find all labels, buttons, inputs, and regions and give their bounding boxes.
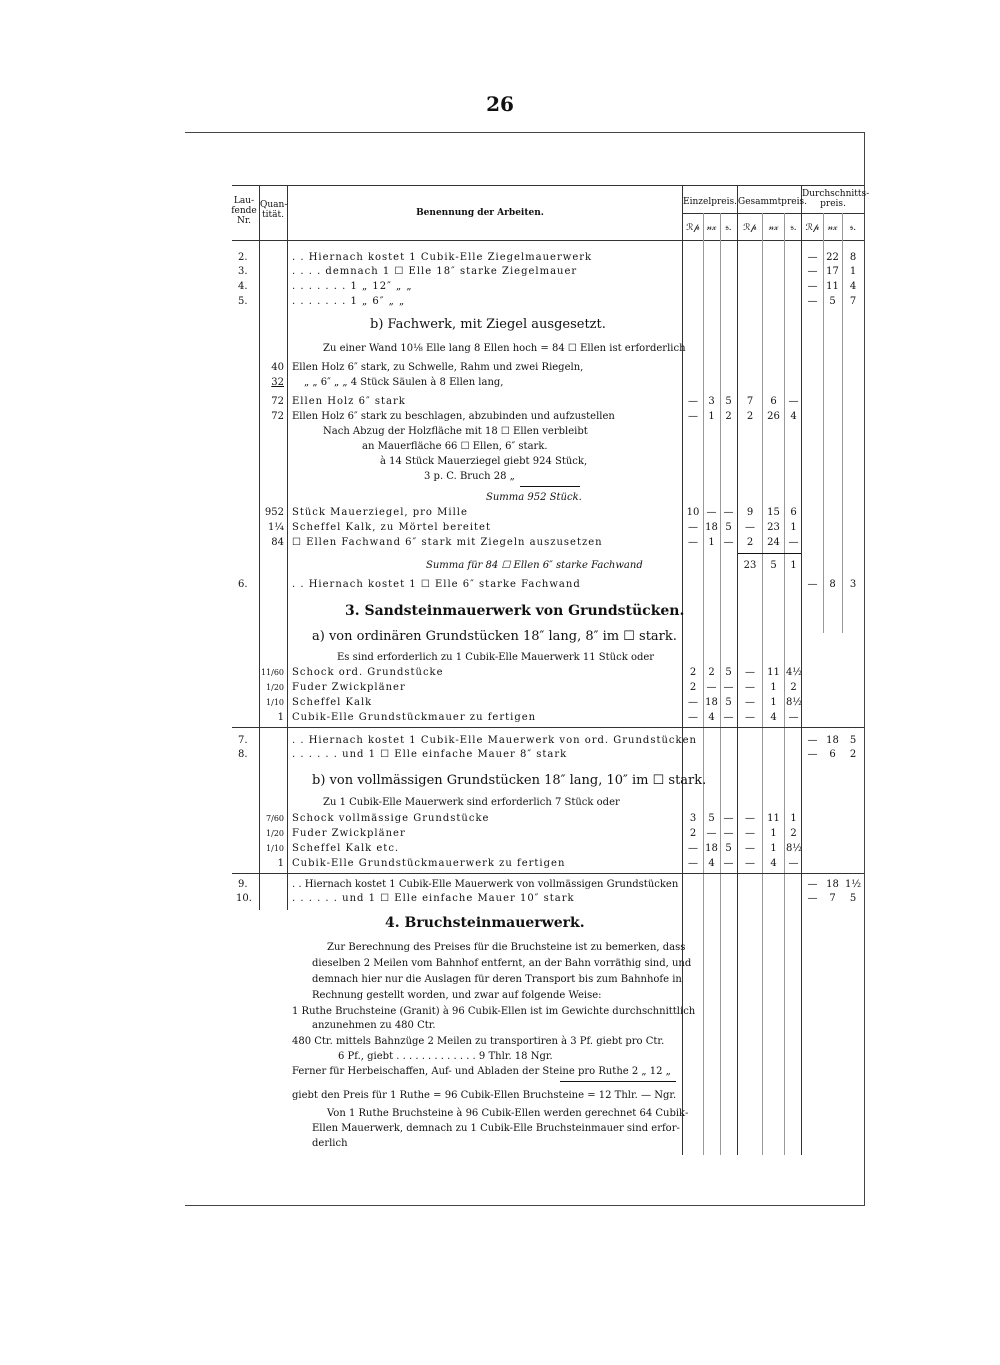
calc-line: à 14 Stück Mauerziegel giebt 924 Stück, bbox=[380, 456, 588, 467]
item-text: Scheffel Kalk etc. bbox=[292, 843, 400, 854]
avg-pfennig: 8 bbox=[849, 252, 857, 263]
total-groschen: 5 bbox=[770, 560, 777, 571]
qty: 1/20 bbox=[266, 683, 284, 692]
total-pfennig: 2 bbox=[790, 828, 797, 839]
total-groschen: 11 bbox=[767, 813, 780, 824]
page-frame-top bbox=[185, 132, 865, 133]
row-desc: . . Hiernach kostet 1 Cubik-Elle Mauerwerk von vollmässigen Grundstücken bbox=[292, 879, 679, 890]
unit-pfennig: — bbox=[723, 813, 734, 824]
para-line: giebt den Preis für 1 Ruthe = 96 Cubik-Ellen Bruchsteine = 12 Thlr. — Ngr. bbox=[292, 1090, 677, 1101]
total-taler: 9 bbox=[746, 507, 754, 518]
total-taler: 7 bbox=[746, 396, 754, 407]
unit-groschen: 18 bbox=[705, 522, 718, 533]
item-text: ☐ Ellen Fachwand 6″ stark mit Ziegeln auszusetzen bbox=[292, 537, 603, 548]
total-pfennig: 1 bbox=[790, 560, 797, 571]
section-3b-title: b) von vollmässigen Grundstücken 18″ lang, 10″ im ☐ stark. bbox=[312, 773, 707, 788]
item-text: Scheffel Kalk, zu Mörtel bereitet bbox=[292, 522, 491, 533]
item-text: Fuder Zwickpläner bbox=[292, 828, 406, 839]
qty: 72 bbox=[271, 411, 284, 422]
para-line: Zur Berechnung des Preises für die Bruchsteine ist zu bemerken, dass bbox=[327, 942, 686, 953]
unit-taler: — bbox=[688, 537, 698, 548]
row-divider bbox=[232, 727, 864, 728]
unit-taler: — bbox=[688, 522, 698, 533]
total-taler: — bbox=[745, 712, 755, 723]
row-desc: . . Hiernach kostet 1 Cubik-Elle Ziegelmauerwerk bbox=[292, 252, 593, 263]
unit-pfennig: — bbox=[723, 858, 734, 869]
unit-taler: — bbox=[688, 858, 698, 869]
total-groschen: 1 bbox=[770, 682, 777, 693]
para-line: Von 1 Ruthe Bruchsteine à 96 Cubik-Ellen werden gerechnet 64 Cubik- bbox=[327, 1108, 689, 1119]
row-nr: 3. bbox=[238, 266, 248, 277]
total-pfennig: — bbox=[788, 858, 799, 869]
row-nr: 4. bbox=[238, 281, 248, 292]
qty: 1¼ bbox=[267, 522, 284, 533]
currency-groschen: 𝓃𝓍 bbox=[768, 223, 779, 233]
avg-taler: — bbox=[807, 266, 818, 277]
avg-pfennig: 1 bbox=[849, 266, 857, 277]
row-desc: . . Hiernach kostet 1 ☐ Elle 6″ starke Fachwand bbox=[292, 579, 581, 590]
row-nr: 7. bbox=[238, 735, 248, 746]
section-3b-intro: Zu 1 Cubik-Elle Mauerwerk sind erforderlich 7 Stück oder bbox=[323, 797, 620, 808]
section-3a-intro: Es sind erforderlich zu 1 Cubik-Elle Mauerwerk 11 Stück oder bbox=[337, 652, 655, 663]
item-text: Cubik-Elle Grundstückmauer zu fertigen bbox=[292, 712, 537, 723]
unit-taler: — bbox=[688, 712, 698, 723]
sum-rule bbox=[738, 553, 801, 554]
qty: 7/60 bbox=[266, 814, 284, 823]
calc-line: 3 p. C. Bruch 28 „ bbox=[424, 471, 515, 482]
col-divider-unit bbox=[737, 185, 738, 1155]
header-desc: Benennung der Arbeiten. bbox=[416, 208, 544, 218]
avg-pfennig: 2 bbox=[849, 749, 857, 760]
para-line: 6 Pf., giebt . . . . . . . . . . . . . 9 Thlr. 18 Ngr. bbox=[338, 1051, 553, 1062]
row-desc: . . . . . . und 1 ☐ Elle einfache Mauer 10″ stark bbox=[292, 893, 575, 904]
avg-taler: — bbox=[807, 893, 818, 904]
qty: 1/10 bbox=[266, 698, 284, 707]
section-3-title: 3. Sandsteinmauerwerk von Grundstücken. bbox=[345, 603, 685, 619]
sub-divider bbox=[842, 213, 843, 633]
total-pfennig: 8½ bbox=[786, 697, 803, 708]
sum-rule bbox=[520, 486, 580, 487]
total-pfennig: 2 bbox=[790, 682, 797, 693]
sum-rule bbox=[560, 1081, 676, 1082]
avg-pfennig: 5 bbox=[849, 735, 857, 746]
currency-pfennig: 𝔰. bbox=[725, 223, 732, 233]
unit-groschen: 4 bbox=[708, 858, 715, 869]
para-line: 1 Ruthe Bruchsteine (Granit) à 96 Cubik-Ellen ist im Gewichte durchschnittlich bbox=[292, 1006, 696, 1017]
avg-taler: — bbox=[807, 296, 818, 307]
qty: 84 bbox=[271, 537, 284, 548]
avg-taler: — bbox=[807, 749, 818, 760]
unit-taler: 3 bbox=[689, 813, 697, 824]
currency-taler: ℛ𝓅 bbox=[686, 223, 700, 233]
page-frame-right bbox=[864, 132, 865, 1205]
unit-pfennig: 5 bbox=[725, 667, 732, 678]
total-groschen: 24 bbox=[767, 537, 780, 548]
unit-groschen: 18 bbox=[705, 697, 718, 708]
total-groschen: 15 bbox=[767, 507, 780, 518]
header-avg: Durchschnitts-preis. bbox=[802, 189, 870, 209]
total-pfennig: 1 bbox=[790, 522, 797, 533]
avg-groschen: 5 bbox=[829, 296, 836, 307]
avg-groschen: 22 bbox=[826, 252, 839, 263]
unit-pfennig: — bbox=[723, 712, 734, 723]
header-unit: Einzelpreis. bbox=[683, 197, 737, 207]
header-qty: Quan-tität. bbox=[260, 200, 288, 220]
qty: 1 bbox=[277, 712, 284, 723]
row-desc: . . . . . . . 1 „ 6″ „ „ bbox=[292, 296, 406, 307]
para-line: anzunehmen zu 480 Ctr. bbox=[312, 1020, 436, 1031]
unit-groschen: — bbox=[706, 682, 717, 693]
row-desc: . . . . . . . 1 „ 12″ „ „ bbox=[292, 281, 413, 292]
unit-groschen: — bbox=[706, 507, 717, 518]
total-groschen: 11 bbox=[767, 667, 780, 678]
row-nr: 5. bbox=[238, 296, 248, 307]
row-desc: . . . . demnach 1 ☐ Elle 18″ starke Ziegelmauer bbox=[292, 266, 578, 277]
sub-divider bbox=[762, 213, 763, 1155]
avg-groschen: 17 bbox=[826, 266, 839, 277]
row-divider bbox=[232, 873, 864, 874]
section-b-intro: Zu einer Wand 10⅛ Elle lang 8 Ellen hoch = 84 ☐ Ellen ist erforderlich bbox=[323, 343, 686, 354]
table-header-bottom bbox=[232, 240, 864, 241]
total-pfennig: — bbox=[788, 712, 799, 723]
unit-taler: 2 bbox=[689, 828, 697, 839]
avg-taler: — bbox=[807, 735, 818, 746]
row-desc: . . Hiernach kostet 1 Cubik-Elle Mauerwerk von ord. Grundstücken bbox=[292, 735, 697, 746]
item-text: Ellen Holz 6″ stark bbox=[292, 396, 406, 407]
qty: 40 bbox=[271, 362, 284, 373]
unit-groschen: 2 bbox=[708, 667, 715, 678]
row-nr: 2. bbox=[238, 252, 248, 263]
currency-groschen: 𝓃𝓍 bbox=[827, 223, 838, 233]
para-line: demnach hier nur die Auslagen für deren Transport bis zum Bahnhofe in bbox=[312, 974, 682, 985]
item-text: Scheffel Kalk bbox=[292, 697, 373, 708]
avg-groschen: 7 bbox=[829, 893, 836, 904]
item-text: Fuder Zwickpläner bbox=[292, 682, 406, 693]
unit-pfennig: 5 bbox=[725, 396, 732, 407]
unit-groschen: 4 bbox=[708, 712, 715, 723]
avg-pfennig: 3 bbox=[849, 579, 857, 590]
calc-line: an Mauerfläche 66 ☐ Ellen, 6″ stark. bbox=[362, 441, 548, 452]
avg-groschen: 18 bbox=[826, 735, 839, 746]
avg-groschen: 18 bbox=[826, 879, 839, 890]
para-line: Rechnung gestellt worden, und zwar auf folgende Weise: bbox=[312, 990, 602, 1001]
total-taler: — bbox=[745, 813, 755, 824]
table-top-border bbox=[232, 185, 864, 186]
row-nr: 8. bbox=[238, 749, 248, 760]
total-groschen: 1 bbox=[770, 697, 777, 708]
para-line: Ferner für Herbeischaffen, Auf- und Abladen der Steine pro Ruthe 2 „ 12 „ bbox=[292, 1066, 671, 1077]
total-taler: — bbox=[745, 697, 755, 708]
unit-groschen: 18 bbox=[705, 843, 718, 854]
unit-groschen: 1 bbox=[708, 537, 715, 548]
section-4-title: 4. Bruchsteinmauerwerk. bbox=[385, 915, 585, 931]
unit-groschen: 3 bbox=[708, 396, 715, 407]
currency-pfennig: 𝔰. bbox=[790, 223, 797, 233]
row-nr: 9. bbox=[238, 879, 248, 890]
currency-header-divider bbox=[682, 213, 864, 214]
page-frame-bottom bbox=[185, 1205, 865, 1206]
avg-taler: — bbox=[807, 879, 818, 890]
item-text: Cubik-Elle Grundstückmauerwerk zu fertigen bbox=[292, 858, 566, 869]
qty: 952 bbox=[264, 507, 284, 518]
total-taler: 2 bbox=[746, 537, 754, 548]
total-groschen: 1 bbox=[770, 843, 777, 854]
line-text: „ „ 6″ „ „ 4 Stück Säulen à 8 Ellen lang, bbox=[304, 377, 504, 388]
unit-pfennig: 2 bbox=[725, 411, 732, 422]
calc-line: Nach Abzug der Holzfläche mit 18 ☐ Ellen verbleibt bbox=[323, 426, 588, 437]
section-3a-title: a) von ordinären Grundstücken 18″ lang, 8″ im ☐ stark. bbox=[312, 629, 677, 644]
unit-pfennig: 5 bbox=[725, 697, 732, 708]
unit-taler: 2 bbox=[689, 667, 697, 678]
qty: 11/60 bbox=[260, 668, 284, 677]
total-taler: 2 bbox=[746, 411, 754, 422]
unit-pfennig: — bbox=[723, 507, 734, 518]
section-b-title: b) Fachwerk, mit Ziegel ausgesetzt. bbox=[370, 317, 606, 332]
page-number: 26 bbox=[486, 92, 514, 116]
unit-groschen: 5 bbox=[708, 813, 715, 824]
para-line: 480 Ctr. mittels Bahnzüge 2 Meilen zu transportiren à 3 Pf. giebt pro Ctr. bbox=[292, 1036, 665, 1047]
total-pfennig: 4½ bbox=[786, 667, 803, 678]
avg-pfennig: 1½ bbox=[844, 879, 862, 890]
avg-groschen: 6 bbox=[829, 749, 836, 760]
avg-groschen: 8 bbox=[829, 579, 836, 590]
line-text: Ellen Holz 6″ stark, zu Schwelle, Rahm und zwei Riegeln, bbox=[292, 362, 584, 373]
unit-taler: 2 bbox=[689, 682, 697, 693]
total-taler: — bbox=[745, 522, 755, 533]
row-desc: . . . . . . und 1 ☐ Elle einfache Mauer 8″ stark bbox=[292, 749, 568, 760]
unit-pfennig: — bbox=[723, 828, 734, 839]
total-taler: — bbox=[745, 843, 755, 854]
summa-text: Summa für 84 ☐ Ellen 6″ starke Fachwand bbox=[426, 560, 643, 571]
total-groschen: 1 bbox=[770, 828, 777, 839]
para-line: derlich bbox=[312, 1138, 348, 1149]
avg-groschen: 11 bbox=[826, 281, 839, 292]
total-pfennig: 4 bbox=[790, 411, 797, 422]
unit-taler: — bbox=[688, 697, 698, 708]
sub-divider bbox=[784, 213, 785, 1155]
unit-groschen: — bbox=[706, 828, 717, 839]
total-groschen: 4 bbox=[770, 858, 777, 869]
avg-pfennig: 5 bbox=[849, 893, 857, 904]
currency-groschen: 𝓃𝓍 bbox=[706, 223, 717, 233]
total-taler: — bbox=[745, 858, 755, 869]
unit-taler: 10 bbox=[686, 507, 700, 518]
header-total: Gesammtpreis. bbox=[738, 197, 807, 207]
total-pfennig: — bbox=[788, 396, 799, 407]
col-divider-qty bbox=[287, 185, 288, 910]
row-nr: 10. bbox=[236, 893, 252, 904]
avg-taler: — bbox=[807, 579, 818, 590]
currency-taler: ℛ𝓅 bbox=[805, 223, 820, 233]
item-text: Schock ord. Grundstücke bbox=[292, 667, 444, 678]
currency-taler: ℛ𝓅 bbox=[743, 223, 757, 233]
currency-pfennig: 𝔰. bbox=[849, 223, 857, 233]
total-taler: — bbox=[745, 828, 755, 839]
header-nr: Lau-fende Nr. bbox=[231, 196, 257, 226]
total-pfennig: 8½ bbox=[786, 843, 803, 854]
total-groschen: 4 bbox=[770, 712, 777, 723]
qty: 72 bbox=[271, 396, 284, 407]
total-pfennig: 6 bbox=[790, 507, 797, 518]
avg-taler: — bbox=[807, 252, 818, 263]
qty: 1/10 bbox=[266, 844, 284, 853]
row-nr: 6. bbox=[238, 579, 248, 590]
total-taler: — bbox=[745, 667, 755, 678]
para-line: Ellen Mauerwerk, demnach zu 1 Cubik-Elle Bruchsteinmauer sind erfor- bbox=[312, 1123, 680, 1134]
unit-pfennig: 5 bbox=[725, 522, 732, 533]
unit-pfennig: — bbox=[723, 682, 734, 693]
total-taler: — bbox=[745, 682, 755, 693]
unit-taler: — bbox=[688, 396, 698, 407]
unit-taler: — bbox=[688, 843, 698, 854]
avg-pfennig: 7 bbox=[849, 296, 857, 307]
calc-summa: Summa 952 Stück. bbox=[486, 492, 582, 503]
qty: 1 bbox=[277, 858, 284, 869]
total-taler: 23 bbox=[743, 560, 757, 571]
item-text: Schock vollmässige Grundstücke bbox=[292, 813, 490, 824]
qty: 32 bbox=[271, 377, 284, 388]
unit-taler: — bbox=[688, 411, 698, 422]
para-line: dieselben 2 Meilen vom Bahnhof entfernt, an der Bahn vorräthig sind, und bbox=[312, 958, 692, 969]
total-groschen: 23 bbox=[767, 522, 780, 533]
total-groschen: 26 bbox=[767, 411, 780, 422]
total-groschen: 6 bbox=[770, 396, 777, 407]
unit-pfennig: — bbox=[723, 537, 734, 548]
qty: 1/20 bbox=[266, 829, 284, 838]
unit-pfennig: 5 bbox=[725, 843, 732, 854]
total-pfennig: 1 bbox=[790, 813, 797, 824]
unit-groschen: 1 bbox=[708, 411, 715, 422]
total-pfennig: — bbox=[788, 537, 799, 548]
avg-pfennig: 4 bbox=[849, 281, 857, 292]
item-text: Stück Mauerziegel, pro Mille bbox=[292, 507, 468, 518]
avg-taler: — bbox=[807, 281, 818, 292]
item-text: Ellen Holz 6″ stark zu beschlagen, abzubinden und aufzustellen bbox=[292, 411, 615, 422]
